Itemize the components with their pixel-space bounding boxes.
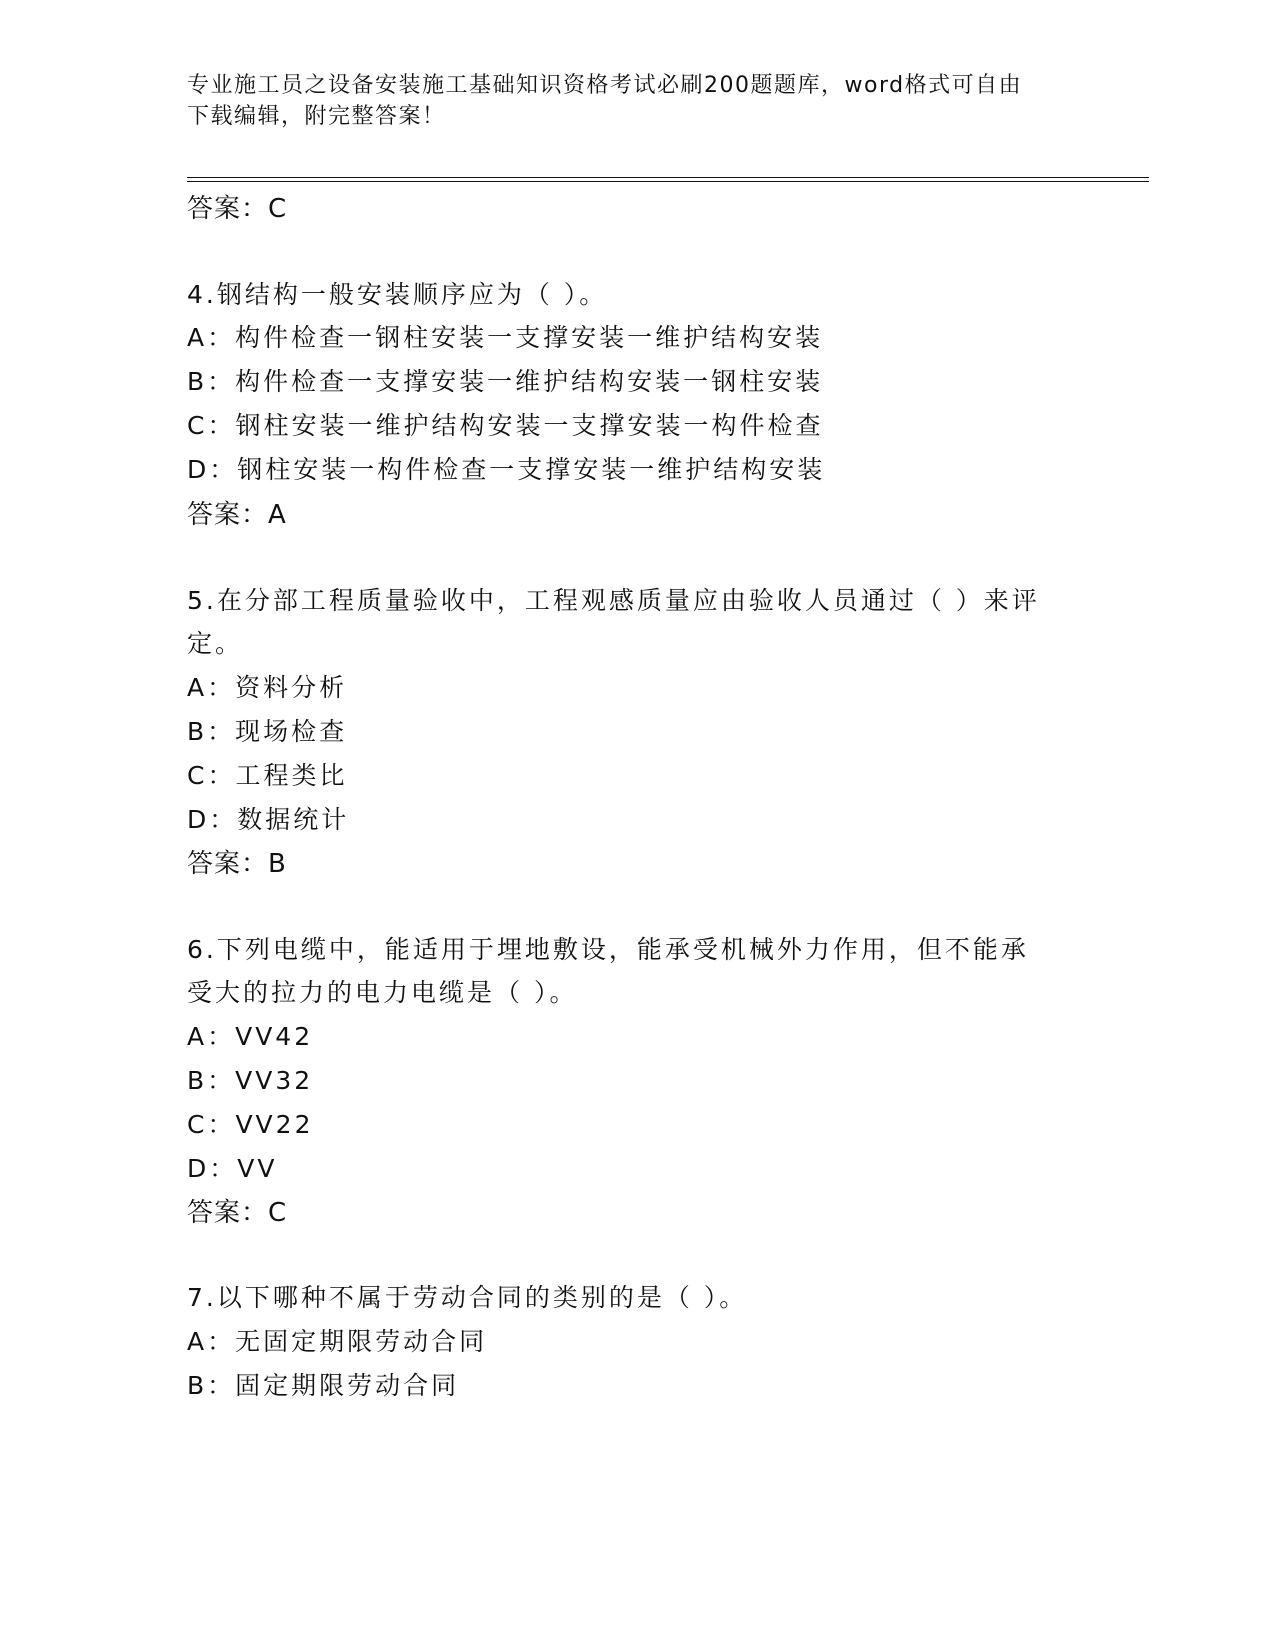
question-6-option-c: C：VV22 — [187, 1110, 314, 1139]
question-4-stem: 4.钢结构一般安装顺序应为（ ）。 — [187, 280, 608, 309]
question-6-stem-line-2: 受大的拉力的电力电缆是（ ）。 — [187, 978, 578, 1007]
header-line-2: 下载编辑，附完整答案！ — [187, 104, 446, 129]
question-6-option-a: A：VV42 — [187, 1022, 314, 1051]
question-5-option-a: A：资料分析 — [187, 673, 348, 702]
question-5-option-d: D：数据统计 — [187, 805, 350, 834]
question-6-option-d: D：VV — [187, 1154, 278, 1183]
header-divider-bottom — [187, 181, 1149, 182]
question-7-option-b: B：固定期限劳动合同 — [187, 1371, 460, 1400]
question-6-option-b: B：VV32 — [187, 1066, 314, 1095]
answer-q5: 答案：B — [187, 849, 287, 879]
question-5-option-b: B：现场检查 — [187, 717, 348, 746]
question-4-option-a: A：构件检查一钢柱安装一支撑安装一维护结构安装 — [187, 323, 824, 352]
question-6-stem-line-1: 6.下列电缆中，能适用于埋地敷设，能承受机械外力作用，但不能承 — [187, 935, 1029, 964]
answer-q3: 答案：C — [187, 194, 288, 224]
question-7-stem: 7.以下哪种不属于劳动合同的类别的是（ ）。 — [187, 1283, 748, 1312]
header-divider-top — [187, 177, 1149, 178]
question-4-option-b: B：构件检查一支撑安装一维护结构安装一钢柱安装 — [187, 367, 824, 396]
question-4-option-d: D：钢柱安装一构件检查一支撑安装一维护结构安装 — [187, 455, 826, 484]
question-5-stem-line-2: 定。 — [187, 629, 244, 658]
question-5-stem-line-1: 5.在分部工程质量验收中，工程观感质量应由验收人员通过（ ）来评 — [187, 586, 1040, 615]
answer-q4: 答案：A — [187, 500, 287, 530]
question-7-option-a: A：无固定期限劳动合同 — [187, 1327, 488, 1356]
question-4-option-c: C：钢柱安装一维护结构安装一支撑安装一构件检查 — [187, 411, 824, 440]
header-line-1: 专业施工员之设备安装施工基础知识资格考试必刷200题题库，word格式可自由 — [187, 73, 1023, 98]
question-5-option-c: C：工程类比 — [187, 761, 348, 790]
answer-q6: 答案：C — [187, 1198, 288, 1228]
document-header — [187, 70, 1067, 132]
